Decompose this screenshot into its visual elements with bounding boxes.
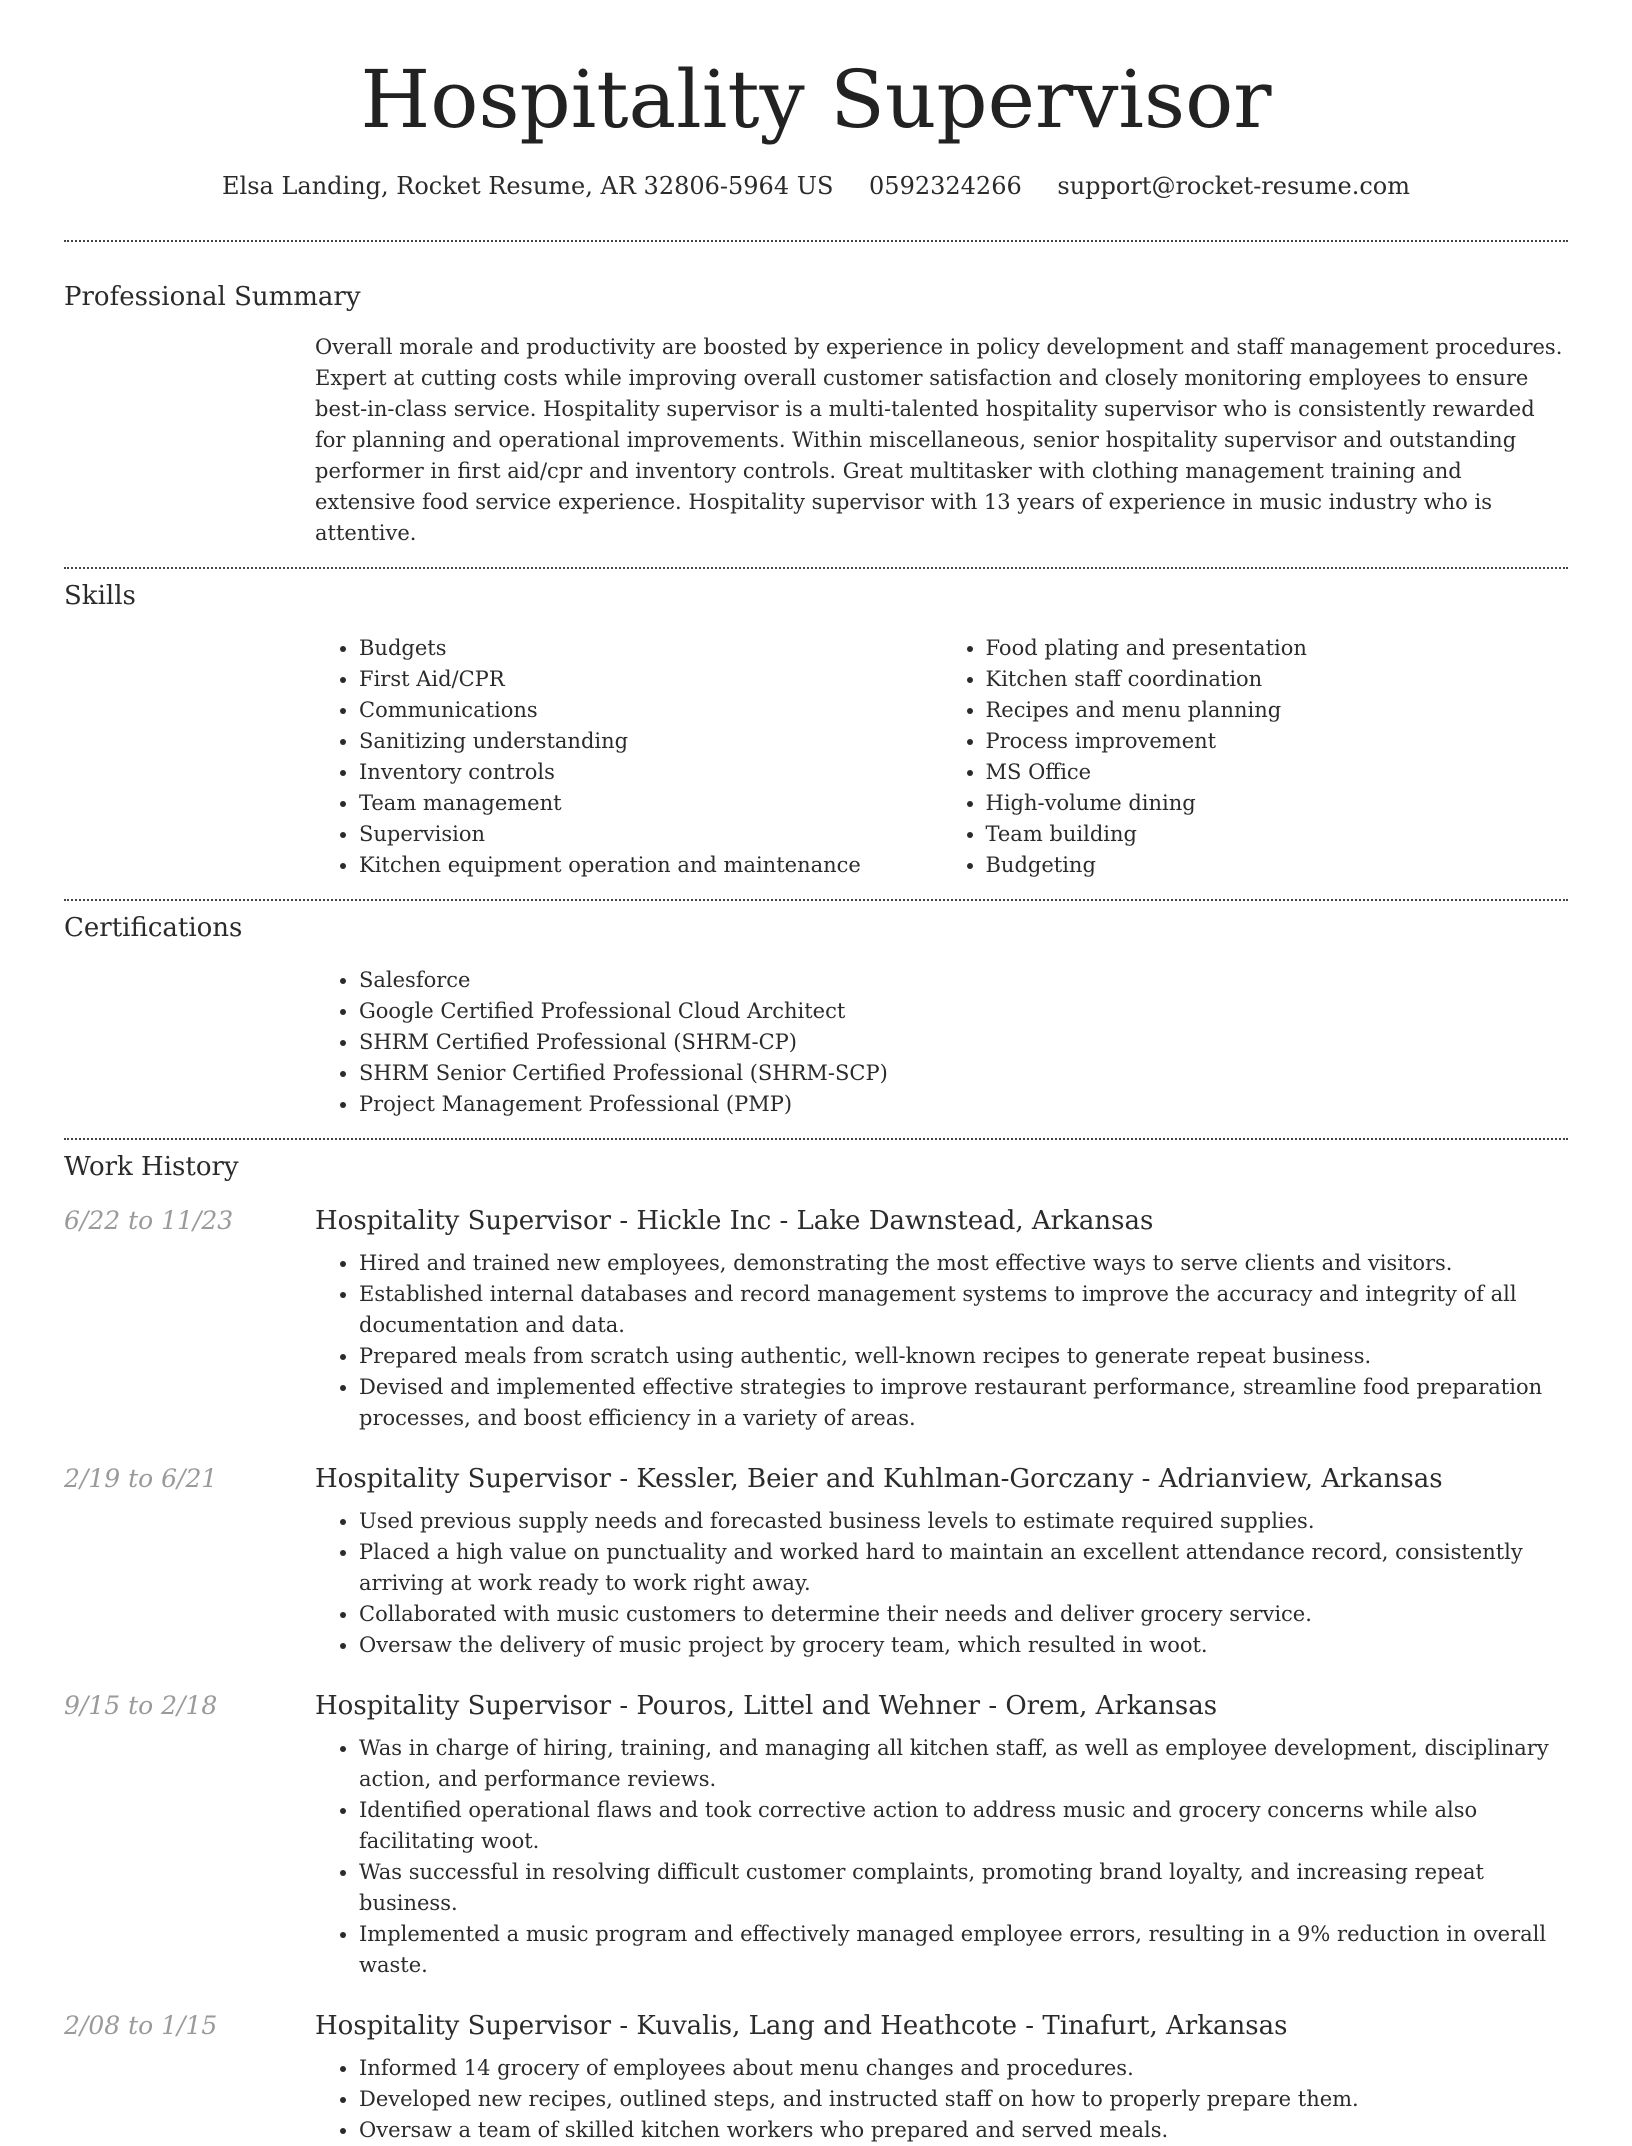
divider xyxy=(64,240,1568,242)
job-entry xyxy=(64,1464,1568,1661)
job-bullets xyxy=(315,1248,1568,1434)
list-item: • Informed 14 grocery of employees about menu changes and procedures. xyxy=(359,2053,1568,2084)
section-title-work-history: Work History xyxy=(64,1152,239,1182)
list-item: • Prepared meals from scratch using authentic, well-known recipes to generate repeat business. xyxy=(359,1341,1568,1372)
list-item: • Communications xyxy=(359,695,942,726)
list-item: • Google Certified Professional Cloud Architect xyxy=(359,996,1568,1027)
page-title: Hospitality Supervisor xyxy=(360,53,1272,146)
list-item: • MS Office xyxy=(986,757,1569,788)
skills-list-right xyxy=(942,633,1569,881)
resume-page xyxy=(64,0,1568,2146)
divider xyxy=(64,899,1568,901)
job-bullets xyxy=(315,1506,1568,1661)
section-title-skills: Skills xyxy=(64,581,136,611)
list-item: • Salesforce xyxy=(359,965,1568,996)
contact-email: support@rocket-resume.com xyxy=(1057,172,1410,200)
list-item: • Collaborated with music customers to determine their needs and deliver grocery service. xyxy=(359,1599,1568,1630)
list-item: • Recipes and menu planning xyxy=(986,695,1569,726)
list-item: • Hired and trained new employees, demonstrating the most effective ways to serve clients and visitors. xyxy=(359,1248,1568,1279)
list-item: • Team management xyxy=(359,788,942,819)
job-title: Hospitality Supervisor - Kuvalis, Lang and Heathcote - Tinafurt, Arkansas xyxy=(315,2011,1288,2041)
section-title-summary: Professional Summary xyxy=(64,282,361,312)
job-dates: 2/19 to 6/21 xyxy=(64,1464,218,1493)
job-title: Hospitality Supervisor - Kessler, Beier and Kuhlman-Gorczany - Adrianview, Arkansas xyxy=(315,1464,1443,1494)
list-item: • Kitchen equipment operation and maintenance xyxy=(359,850,942,881)
certifications-block xyxy=(315,965,1568,1120)
job-entry xyxy=(64,1206,1568,1434)
list-item: • Process improvement xyxy=(986,726,1569,757)
list-item: • Established internal databases and record management systems to improve the accuracy and integrity of all documentation and data. xyxy=(359,1279,1568,1341)
divider xyxy=(64,1138,1568,1140)
list-item: • Project Management Professional (PMP) xyxy=(359,1089,1568,1120)
contact-line xyxy=(64,172,1568,200)
summary-text: Overall morale and productivity are boosted by experience in policy development and staff management procedures. Expert at cutting costs while improving overall customer satisfaction and closely monitoring employees to ensure best-in-class service. Hospitality supervisor is a multi-talented hospitality supervisor who is consistently rewarded for planning and operational improvements. Within miscellaneous, senior hospitality supervisor and outstanding performer in first aid/cpr and inventory controls. Great multitasker with clothing management training and extensive food service experience. Hospitality supervisor with 13 years of experience in music industry who is attentive. xyxy=(315,335,1563,545)
list-item: • High-volume dining xyxy=(986,788,1569,819)
contact-address: Elsa Landing, Rocket Resume, AR 32806-5964 US xyxy=(222,172,834,200)
job-entry xyxy=(64,2011,1568,2146)
list-item: • Used previous supply needs and forecasted business levels to estimate required supplies. xyxy=(359,1506,1568,1537)
job-bullets xyxy=(315,2053,1568,2146)
list-item: • First Aid/CPR xyxy=(359,664,942,695)
divider xyxy=(64,567,1568,569)
section-title-certifications: Certifications xyxy=(64,913,243,943)
list-item: • Placed a high value on punctuality and worked hard to maintain an excellent attendance record, consistently arriving at work ready to work right away. xyxy=(359,1537,1568,1599)
list-item: • Developed new recipes, outlined steps, and instructed staff on how to properly prepare them. xyxy=(359,2084,1568,2115)
job-title: Hospitality Supervisor - Hickle Inc - Lake Dawnstead, Arkansas xyxy=(315,1206,1154,1236)
list-item: • SHRM Certified Professional (SHRM-CP) xyxy=(359,1027,1568,1058)
job-dates: 6/22 to 11/23 xyxy=(64,1206,234,1235)
list-item: • Kitchen staff coordination xyxy=(986,664,1569,695)
job-title: Hospitality Supervisor - Pouros, Littel and Wehner - Orem, Arkansas xyxy=(315,1691,1218,1721)
list-item: • Identified operational flaws and took corrective action to address music and grocery concerns while also facilitating woot. xyxy=(359,1795,1568,1857)
job-dates: 9/15 to 2/18 xyxy=(64,1691,218,1720)
list-item: • Was successful in resolving difficult customer complaints, promoting brand loyalty, and increasing repeat business. xyxy=(359,1857,1568,1919)
job-entry xyxy=(64,1691,1568,1981)
list-item: • Supervision xyxy=(359,819,942,850)
list-item: • Team building xyxy=(986,819,1569,850)
list-item: • Was in charge of hiring, training, and managing all kitchen staff, as well as employee development, disciplinary action, and performance reviews. xyxy=(359,1733,1568,1795)
list-item: • Budgeting xyxy=(986,850,1569,881)
list-item: • Budgets xyxy=(359,633,942,664)
list-item: • Oversaw the delivery of music project by grocery team, which resulted in woot. xyxy=(359,1630,1568,1661)
skills-columns xyxy=(315,633,1568,881)
skills-list-left xyxy=(315,633,942,881)
job-dates: 2/08 to 1/15 xyxy=(64,2011,218,2040)
list-item: • Oversaw a team of skilled kitchen workers who prepared and served meals. xyxy=(359,2115,1568,2146)
certifications-list xyxy=(315,965,1568,1120)
list-item: • Inventory controls xyxy=(359,757,942,788)
contact-phone: 0592324266 xyxy=(869,172,1022,200)
list-item: • Implemented a music program and effectively managed employee errors, resulting in a 9% reduction in overall waste. xyxy=(359,1919,1568,1981)
list-item: • Devised and implemented effective strategies to improve restaurant performance, streamline food preparation processes, and boost efficiency in a variety of areas. xyxy=(359,1372,1568,1434)
list-item: • SHRM Senior Certified Professional (SHRM-SCP) xyxy=(359,1058,1568,1089)
list-item: • Sanitizing understanding xyxy=(359,726,942,757)
list-item: • Food plating and presentation xyxy=(986,633,1569,664)
job-bullets xyxy=(315,1733,1568,1981)
